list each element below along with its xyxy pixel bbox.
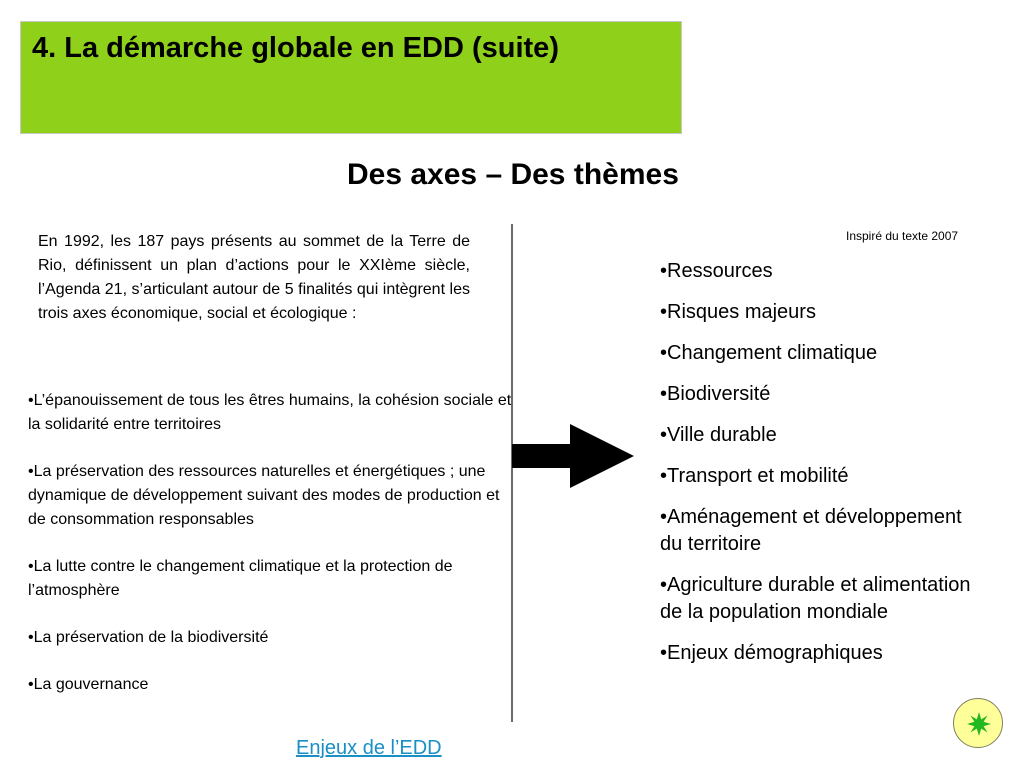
theme-item: •Changement climatique [660, 342, 878, 364]
objective-item: •La gouvernance [28, 676, 149, 693]
objective-item: •L’épanouissement de tous les êtres humains, la cohésion sociale et la solidarité entre territoires [28, 392, 512, 433]
objectives-list [28, 389, 513, 720]
theme-item: •Agriculture durable et alimentation de la population mondiale [660, 574, 971, 623]
source-note: Inspiré du texte 2007 [846, 229, 959, 243]
title-banner [20, 21, 682, 134]
objective-item: •La préservation de la biodiversité [28, 629, 269, 646]
theme-item: •Ville durable [660, 424, 777, 446]
theme-item: •Transport et mobilité [660, 465, 849, 487]
green-star-icon [966, 711, 992, 737]
objective-item: •La lutte contre le changement climatique et la protection de l’atmosphère [28, 558, 453, 599]
theme-item: •Risques majeurs [660, 301, 816, 323]
theme-item: •Enjeux démographiques [660, 642, 883, 664]
action-button[interactable] [953, 698, 1003, 748]
theme-item: •Aménagement et développement du territoire [660, 506, 962, 555]
themes-list [660, 258, 980, 681]
enjeux-edd-link[interactable]: Enjeux de l’EDD [296, 737, 442, 759]
slide-title: 4. La démarche globale en EDD (suite) [32, 32, 559, 64]
theme-item: •Biodiversité [660, 383, 771, 405]
right-arrow-icon [512, 424, 634, 488]
theme-item: •Ressources [660, 260, 773, 282]
intro-paragraph: En 1992, les 187 pays présents au sommet de la Terre de Rio, définissent un plan d’actions pour le XXIème siècle, l’Agenda 21, s’articulant autour de 5 finalités qui intègrent les trois axes économique, social et écologique : [38, 233, 470, 322]
slide-subtitle: Des axes – Des thèmes [347, 158, 679, 191]
objective-item: •La préservation des ressources naturelles et énergétiques ; une dynamique de développement suivant des modes de production et de consommation responsables [28, 463, 500, 528]
